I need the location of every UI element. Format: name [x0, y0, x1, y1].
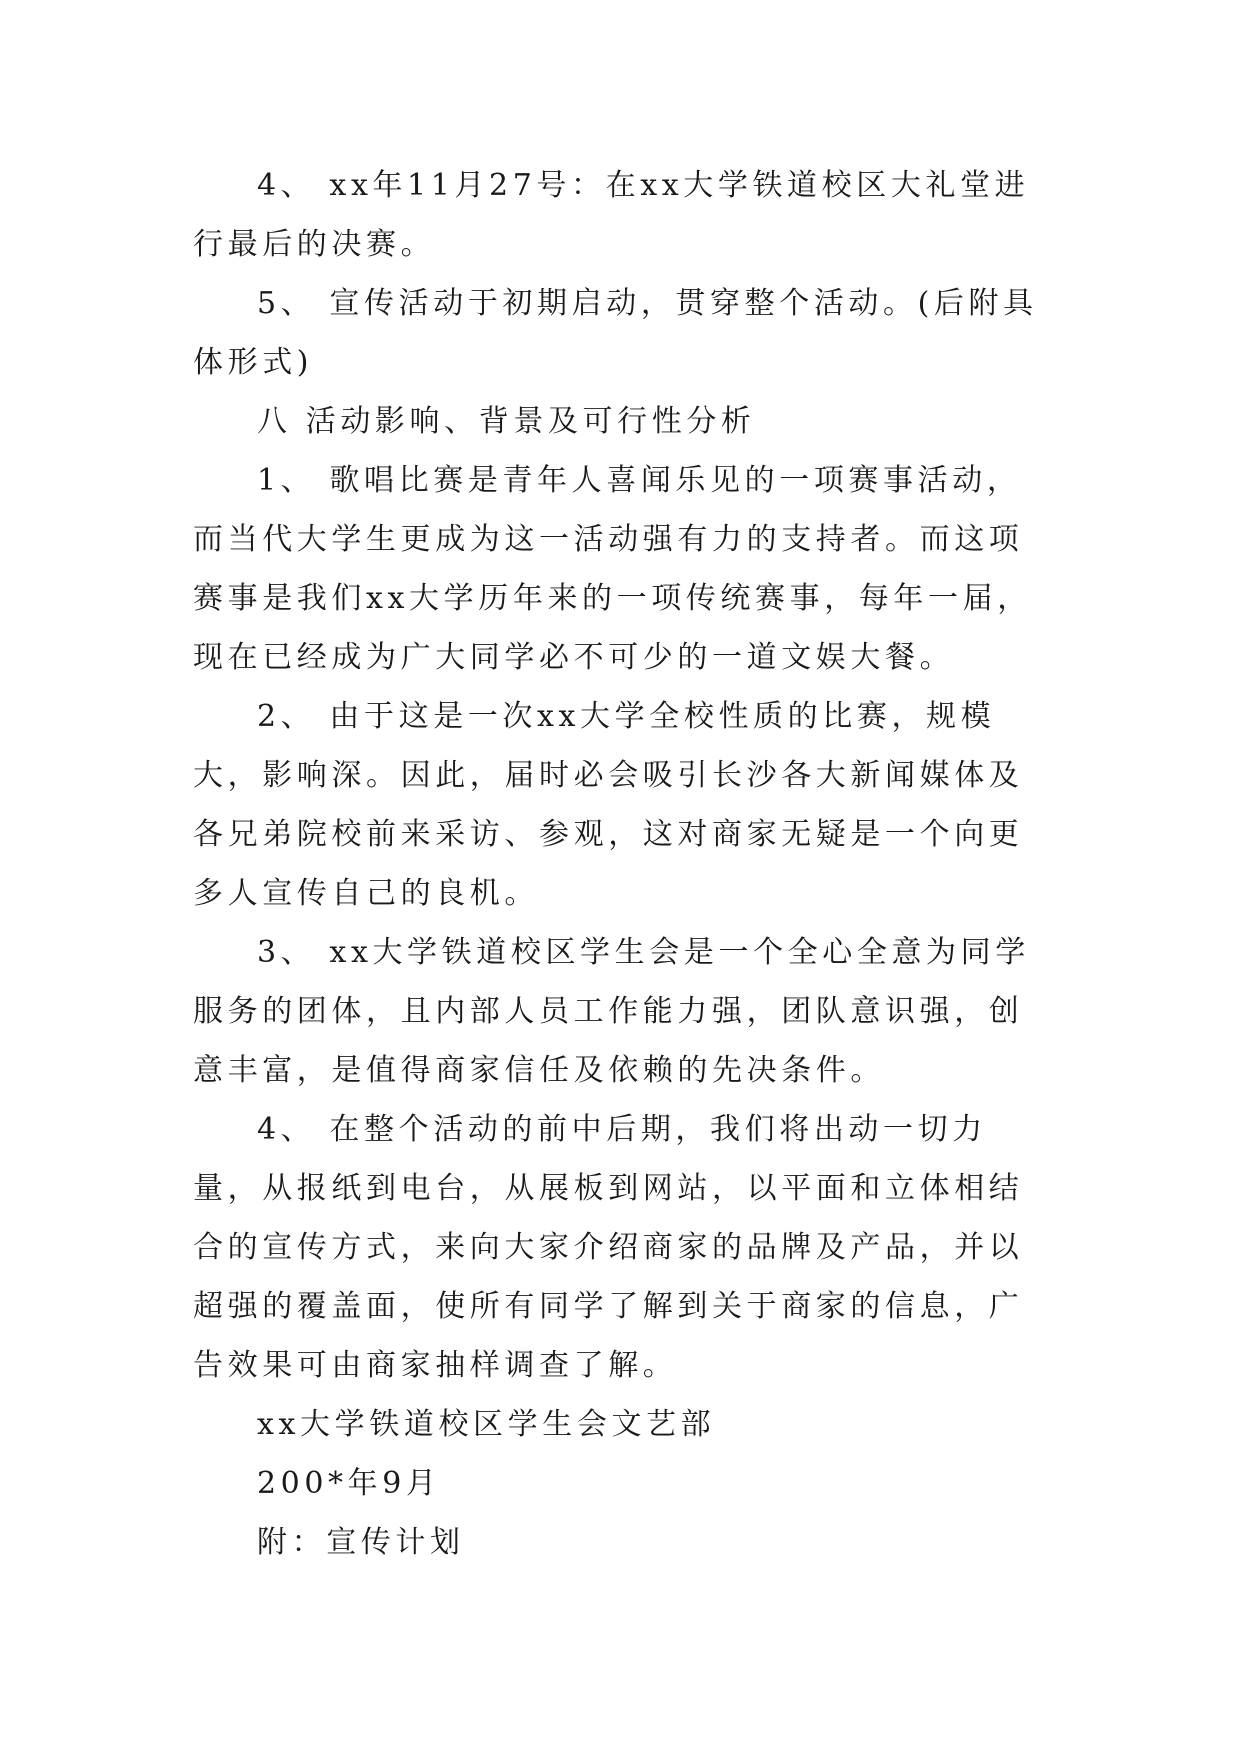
- paragraph-point-1: 1、 歌唱比赛是青年人喜闻乐见的一项赛事活动，而当代大学生更成为这一活动强有力的支持者。而这项赛事是我们xx大学历年来的一项传统赛事，每年一届，现在已经成为广大同学必不可少的一道文娱大餐。: [193, 463, 1032, 675]
- paragraph-final-round: 4、 xx年11月27号：在xx大学铁道校区大礼堂进行最后的决赛。: [193, 168, 1030, 262]
- section-heading: 八 活动影响、背景及可行性分析: [257, 404, 756, 439]
- paragraph-point-3: 3、 xx大学铁道校区学生会是一个全心全意为同学服务的团体，且内部人员工作能力强，团队意识强，创意丰富，是值得商家信任及依赖的先决条件。: [193, 935, 1030, 1088]
- signature-date: 200*年9月: [257, 1466, 441, 1501]
- paragraph-publicity: 5、 宣传活动于初期启动，贯穿整个活动。(后附具体形式): [193, 286, 1038, 380]
- signature-org: xx大学铁道校区学生会文艺部: [257, 1407, 716, 1442]
- paragraph-point-4: 4、 在整个活动的前中后期，我们将出动一切力量，从报纸到电台，从展板到网站，以平面和立体相结合的宣传方式，来向大家介绍商家的品牌及产品，并以超强的覆盖面，使所有同学了解到关于商家的信息，广告效果可由商家抽样调查了解。: [193, 1112, 1024, 1383]
- attachment-note: 附：宣传计划: [257, 1525, 465, 1560]
- document-body: [193, 156, 1053, 1572]
- paragraph-point-2: 2、 由于这是一次xx大学全校性质的比赛，规模大，影响深。因此，届时必会吸引长沙各大新闻媒体及各兄弟院校前来采访、参观，这对商家无疑是一个向更多人宣传自己的良机。: [193, 699, 1024, 911]
